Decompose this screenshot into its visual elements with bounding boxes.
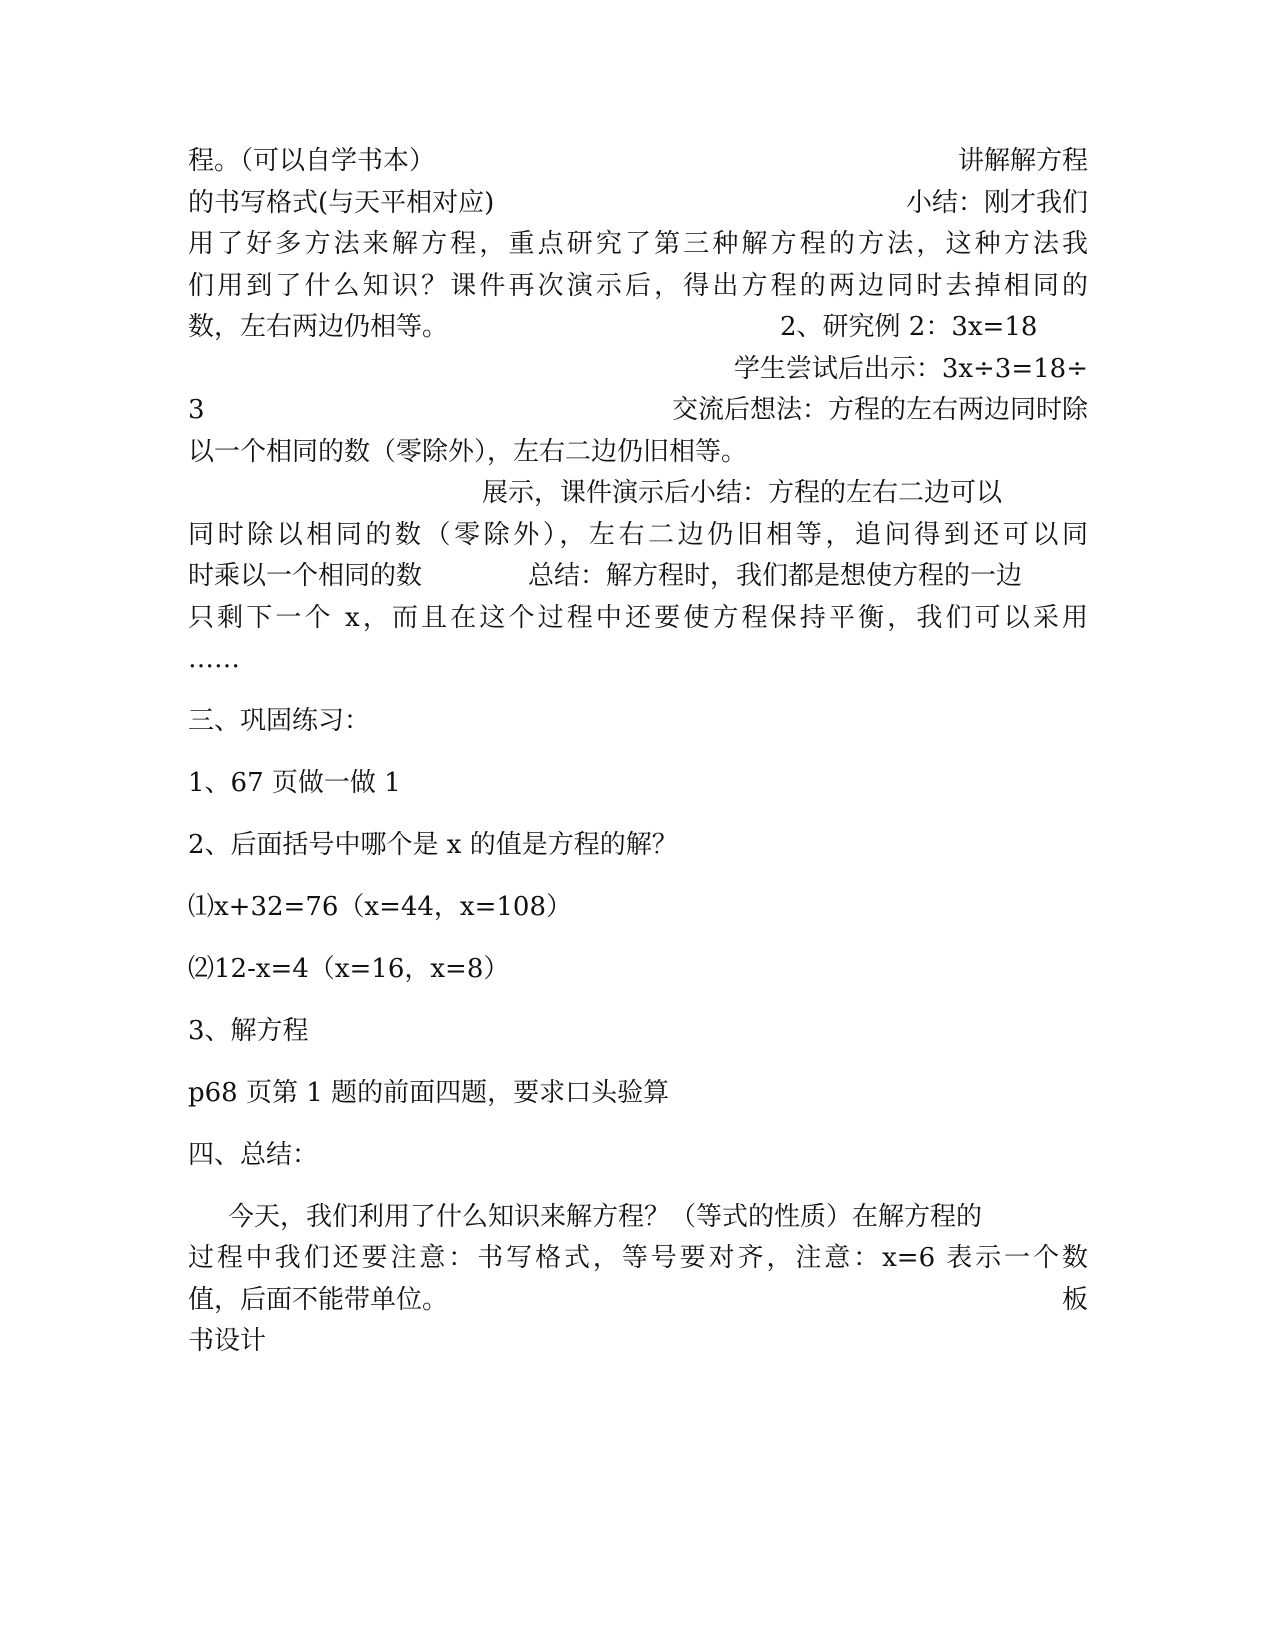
exercise-item-1: 1、67 页做一做 1 bbox=[188, 768, 401, 798]
summary-line-2: 过程中我们还要注意：书写格式，等号要对齐，注意：x=6 表示一个数 bbox=[188, 1243, 1088, 1273]
text-line-3: 用了好多方法来解方程，重点研究了第三种解方程的方法，这种方法我 bbox=[188, 229, 1088, 259]
line-13-left: …… bbox=[188, 644, 240, 674]
text-line-7 bbox=[188, 389, 1088, 431]
text-line-2 bbox=[188, 182, 1088, 224]
summary-line-3 bbox=[188, 1279, 1088, 1321]
exercise-item-2b: ⑵12-x=4（x=16，x=8） bbox=[188, 954, 510, 984]
text-line-12: 只剩下一个 x，而且在这个过程中还要使方程保持平衡，我们可以采用 bbox=[188, 603, 1088, 633]
text-line-9 bbox=[188, 472, 1088, 514]
exercise-item-3: 3、解方程 bbox=[188, 1016, 309, 1046]
summary-line-3-right: 板 bbox=[1061, 1285, 1088, 1315]
line-2-left: 的书写格式(与天平相对应) bbox=[188, 188, 495, 218]
line-7-right: 交流后想法：方程的左右两边同时除 bbox=[671, 395, 1088, 425]
line-5-left: 数，左右两边仍相等。 bbox=[188, 312, 449, 342]
line-8-left: 以一个相同的数（零除外），左右二边仍旧相等。 bbox=[188, 437, 748, 467]
summary-line-1-text: 今天，我们利用了什么知识来解方程？（等式的性质）在解方程的 bbox=[228, 1202, 983, 1232]
text-line-8 bbox=[188, 431, 1088, 473]
line-11-right: 总结：解方程时，我们都是想使方程的一边 bbox=[528, 561, 1023, 591]
exercise-item-2: 2、后面括号中哪个是 x 的值是方程的解？ bbox=[188, 830, 678, 860]
line-9-right: 展示，课件演示后小结：方程的左右二边可以 bbox=[482, 478, 1003, 508]
exercise-item-3-detail: p68 页第 1 题的前面四题，要求口头验算 bbox=[188, 1078, 670, 1108]
text-line-5 bbox=[188, 306, 1088, 348]
line-6-right: 学生尝试后出示：3x÷3=18÷ bbox=[733, 354, 1088, 384]
section-3-title: 三、巩固练习： bbox=[188, 706, 371, 736]
text-line-1 bbox=[188, 140, 1088, 182]
line-1-left: 程。（可以自学书本） bbox=[188, 146, 436, 176]
text-line-6 bbox=[188, 348, 1088, 390]
line-7-left: 3 bbox=[188, 395, 205, 425]
text-line-13 bbox=[188, 638, 1088, 680]
text-line-4: 们用到了什么知识？课件再次演示后，得出方程的两边同时去掉相同的 bbox=[188, 271, 1088, 301]
summary-line-3-left: 值，后面不能带单位。 bbox=[188, 1285, 449, 1315]
exercise-item-2a: ⑴x+32=76（x=44，x=108） bbox=[188, 892, 573, 922]
line-1-right: 讲解解方程 bbox=[957, 146, 1088, 176]
line-2-right: 小结：刚才我们 bbox=[905, 188, 1088, 218]
line-11-left: 时乘以一个相同的数 bbox=[188, 561, 423, 591]
line-5-right: 2、研究例 2：3x=18 bbox=[780, 312, 1038, 342]
section-4-title: 四、总结： bbox=[188, 1140, 319, 1170]
summary-line-1 bbox=[188, 1196, 1088, 1238]
summary-line-4: 书设计 bbox=[188, 1326, 267, 1356]
text-line-10: 同时除以相同的数（零除外），左右二边仍旧相等，追问得到还可以同 bbox=[188, 520, 1088, 550]
text-line-11 bbox=[188, 555, 1088, 597]
